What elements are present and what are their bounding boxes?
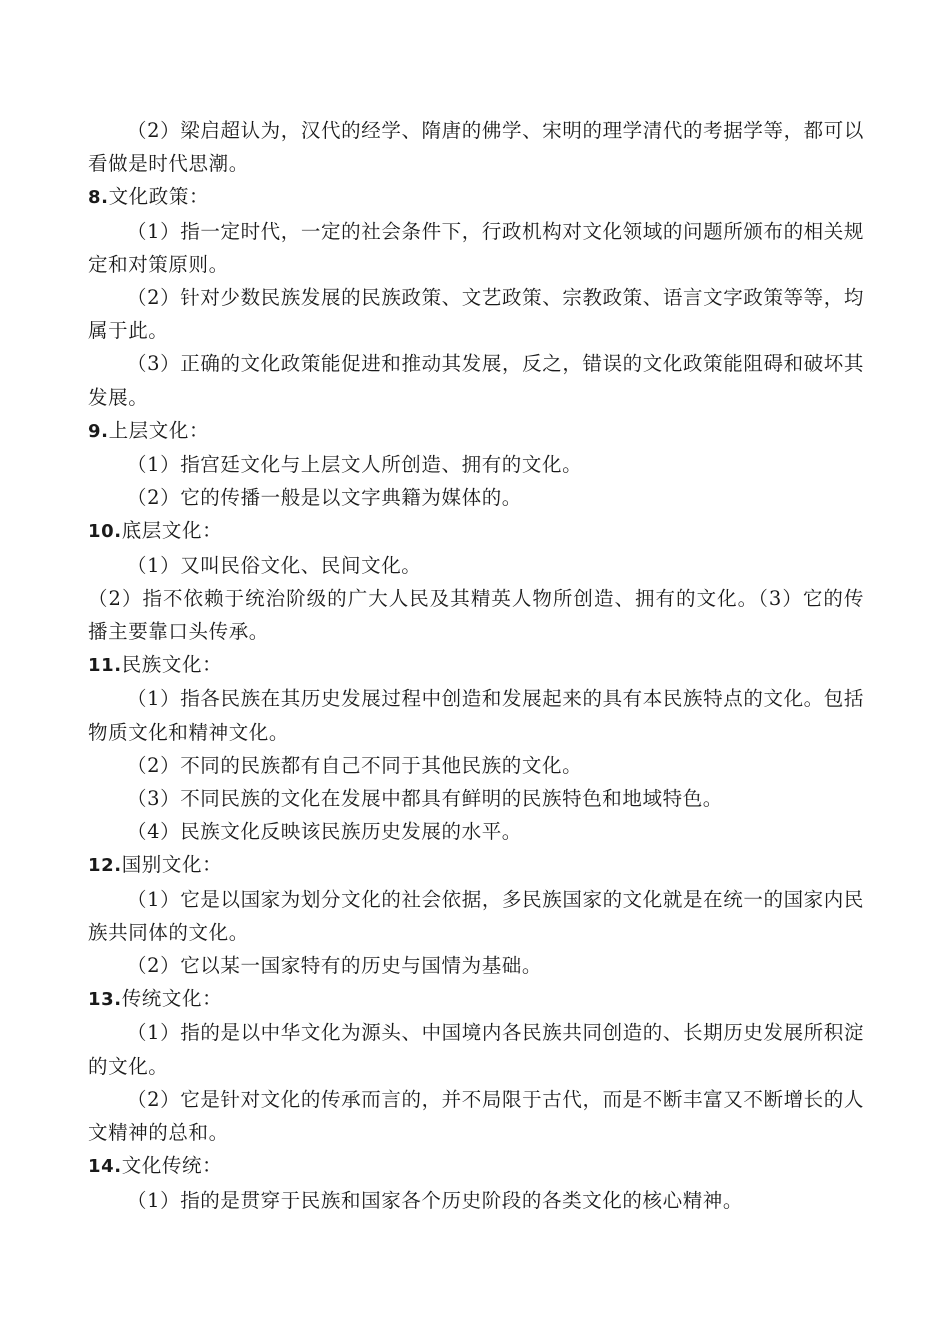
section-title: 传统文化： xyxy=(121,987,223,1011)
section-12-paragraph-1: （1）它是以国家为划分文化的社会依据，多民族国家的文化就是在统一的国家内民族共同体的文化。 xyxy=(88,887,864,944)
section-number: 9. xyxy=(88,420,109,442)
section-11-paragraph-1: （1）指各民族在其历史发展过程中创造和发展起来的具有本民族特点的文化。包括物质文化和精神文化。 xyxy=(88,687,864,744)
section-11-paragraph-2: （2）不同的民族都有自己不同于其他民族的文化。 xyxy=(127,753,583,777)
section-9-heading xyxy=(88,414,864,448)
section-number: 10. xyxy=(88,521,122,543)
section-number: 13. xyxy=(88,989,122,1011)
section-10-paragraph-2: （2）指不依赖于统治阶级的广大人民及其精英人物所创造、拥有的文化。（3）它的传播主要靠口头传承。 xyxy=(88,586,864,644)
section-title: 上层文化： xyxy=(108,418,210,442)
section-8-paragraph-1: （1）指一定时代，一定的社会条件下，行政机构对文化领域的问题所颁布的相关规定和对策原则。 xyxy=(88,219,864,276)
section-title: 国别文化： xyxy=(121,853,223,877)
section-title: 文化政策： xyxy=(108,185,210,209)
section-number: 14. xyxy=(88,1156,122,1178)
section-9-paragraph-2: （2）它的传播一般是以文字典籍为媒体的。 xyxy=(127,486,522,510)
section-title: 底层文化： xyxy=(121,519,223,543)
section-11-heading xyxy=(88,648,864,682)
section-13-paragraph-1: （1）指的是以中华文化为源头、中国境内各民族共同创造的、长期历史发展所积淀的文化。 xyxy=(88,1021,864,1078)
section-8-paragraph-3: （3）正确的文化政策能促进和推动其发展，反之，错误的文化政策能阻碍和破坏其发展。 xyxy=(88,352,864,409)
section-10-heading xyxy=(88,514,864,548)
section-8-paragraph-2: （2）针对少数民族发展的民族政策、文艺政策、宗教政策、语言文字政策等等，均属于此。 xyxy=(88,286,864,343)
section-10-paragraph-1: （1）又叫民俗文化、民间文化。 xyxy=(127,553,422,577)
section-11-paragraph-4: （4）民族文化反映该民族历史发展的水平。 xyxy=(127,820,522,844)
section-title: 民族文化： xyxy=(121,653,223,677)
section-number: 8. xyxy=(88,187,109,209)
section-13-heading xyxy=(88,982,864,1016)
section-11-paragraph-3: （3）不同民族的文化在发展中都具有鲜明的民族特色和地域特色。 xyxy=(127,787,723,811)
section-14-heading xyxy=(88,1149,864,1183)
section-number: 11. xyxy=(88,655,122,677)
section-13-paragraph-2: （2）它是针对文化的传承而言的，并不局限于古代，而是不断丰富又不断增长的人文精神的总和。 xyxy=(88,1087,864,1145)
section-title: 文化传统： xyxy=(121,1154,223,1178)
section-number: 12. xyxy=(88,855,122,877)
section-12-heading xyxy=(88,848,864,882)
section-8-heading xyxy=(88,180,864,214)
section-12-paragraph-2: （2）它以某一国家特有的历史与国情为基础。 xyxy=(127,954,543,978)
section-9-paragraph-1: （1）指宫廷文化与上层文人所创造、拥有的文化。 xyxy=(127,453,583,477)
document-body xyxy=(88,114,864,1217)
section-14-paragraph-1: （1）指的是贯穿于民族和国家各个历史阶段的各类文化的核心精神。 xyxy=(127,1188,744,1212)
intro-paragraph: （2）梁启超认为，汉代的经学、隋唐的佛学、宋明的理学清代的考据学等，都可以看做是时代思潮。 xyxy=(88,119,864,176)
